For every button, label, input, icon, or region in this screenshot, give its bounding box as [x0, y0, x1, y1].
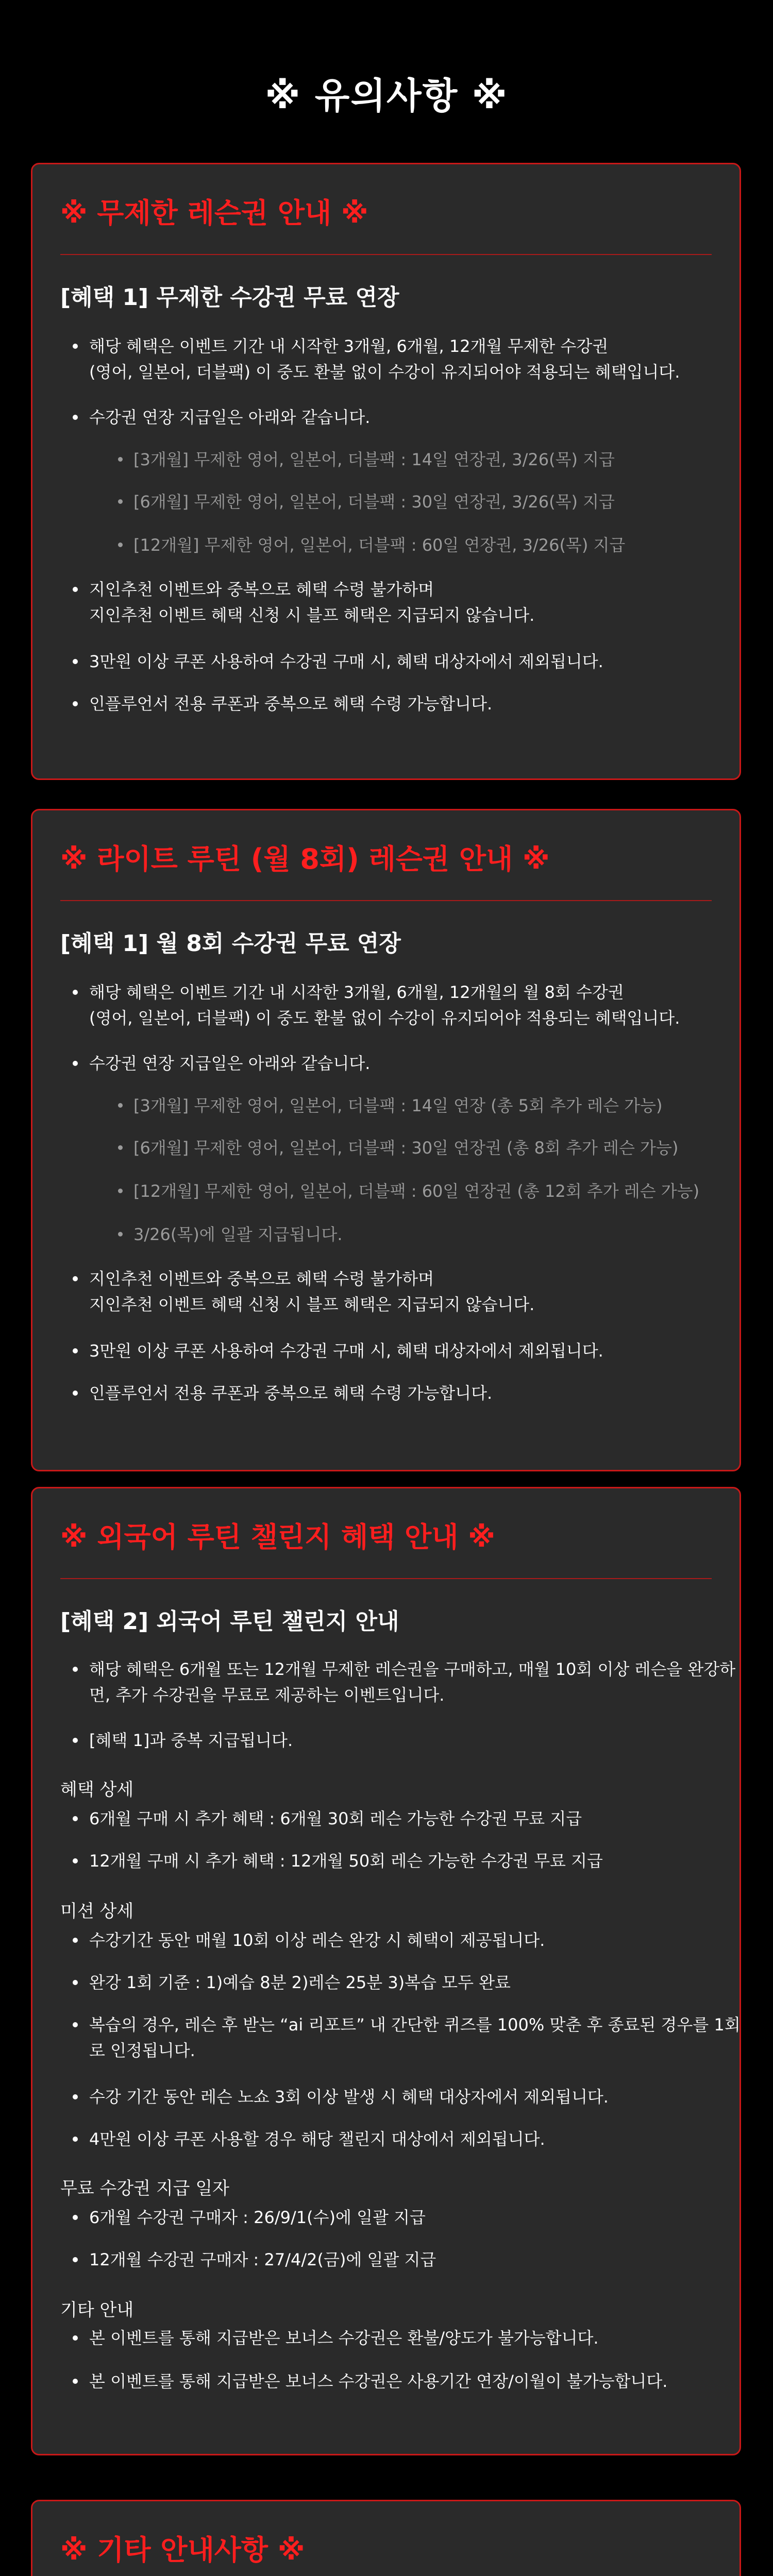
list-item: 수강기간 동안 매월 10회 이상 레슨 완강 시 혜택이 제공됩니다.	[89, 1927, 545, 1953]
list-item: 본 이벤트를 통해 지급받은 보너스 수강권은 사용기간 연장/이월이 불가능합니다.	[89, 2368, 667, 2394]
list-item: 해당 혜택은 이벤트 기간 내 시작한 3개월, 6개월, 12개월의 월 8회 수강권 (영어, 일본어, 더블팩) 이 중도 환불 없이 수강이 유지되어야 적용되는 혜택입니다.	[89, 979, 680, 1031]
list-item: 수강권 연장 지급일은 아래와 같습니다.	[89, 1050, 370, 1076]
section-title: ※ 외국어 루틴 챌린지 혜택 안내 ※	[60, 1521, 495, 1553]
group-label: 기타 안내	[60, 2300, 134, 2320]
benefit-subtitle: [혜택 1] 월 8회 수강권 무료 연장	[60, 930, 401, 957]
list-item: [혜택 1]과 중복 지급됩니다.	[89, 1727, 293, 1753]
sub-list-item: [6개월] 무제한 영어, 일본어, 더블팩 : 30일 연장권, 3/26(목) 지급	[133, 489, 615, 515]
section-light-routine	[31, 809, 741, 1471]
list-item: 본 이벤트를 통해 지급받은 보너스 수강권은 환불/양도가 불가능합니다.	[89, 2325, 599, 2351]
section-title: ※ 라이트 루틴 (월 8회) 레슨권 안내 ※	[60, 843, 550, 875]
benefit-subtitle: [혜택 2] 외국어 루틴 챌린지 안내	[60, 1608, 399, 1635]
list-item: 6개월 수강권 구매자 : 26/9/1(수)에 일괄 지급	[89, 2205, 426, 2230]
list-item: 12개월 수강권 구매자 : 27/4/2(금)에 일괄 지급	[89, 2247, 436, 2273]
list-item: 해당 혜택은 6개월 또는 12개월 무제한 레슨권을 구매하고, 매월 10회 이상 레슨을 완강하 면, 추가 수강권을 무료로 제공하는 이벤트입니다.	[89, 1656, 735, 1708]
list-item: 지인추천 이벤트와 중복으로 혜택 수령 불가하며 지인추천 이벤트 혜택 신청 시 블프 혜택은 지급되지 않습니다.	[89, 1266, 534, 1317]
sub-list-item: [12개월] 무제한 영어, 일본어, 더블팩 : 60일 연장권 (총 12회 추가 레슨 가능)	[133, 1178, 699, 1204]
list-item: 3만원 이상 쿠폰 사용하여 수강권 구매 시, 혜택 대상자에서 제외됩니다.	[89, 1338, 603, 1364]
sub-list-item: [3개월] 무제한 영어, 일본어, 더블팩 : 14일 연장 (총 5회 추가 레슨 가능)	[133, 1093, 662, 1118]
sub-list-item: [12개월] 무제한 영어, 일본어, 더블팩 : 60일 연장권, 3/26(목) 지급	[133, 532, 625, 558]
sub-list-item: 3/26(목)에 일괄 지급됩니다.	[133, 1222, 343, 1247]
list-item: 인플루언서 전용 쿠폰과 중복으로 혜택 수령 가능합니다.	[89, 1380, 492, 1406]
group-label: 미션 상세	[60, 1901, 134, 1922]
section-unlimited-lesson	[31, 163, 741, 780]
sub-list-item: [6개월] 무제한 영어, 일본어, 더블팩 : 30일 연장권 (총 8회 추가 레슨 가능)	[133, 1135, 678, 1161]
list-item: 수강권 연장 지급일은 아래와 같습니다.	[89, 404, 370, 430]
list-item: 4만원 이상 쿠폰 사용할 경우 해당 챌린지 대상에서 제외됩니다.	[89, 2126, 545, 2152]
section-title: ※ 기타 안내사항 ※	[60, 2534, 305, 2566]
section-title: ※ 무제한 레슨권 안내 ※	[60, 197, 368, 229]
list-item: 지인추천 이벤트와 중복으로 혜택 수령 불가하며 지인추천 이벤트 혜택 신청 시 블프 혜택은 지급되지 않습니다.	[89, 577, 534, 628]
section-divider	[60, 254, 712, 255]
list-item: 해당 혜택은 이벤트 기간 내 시작한 3개월, 6개월, 12개월 무제한 수강권 (영어, 일본어, 더블팩) 이 중도 환불 없이 수강이 유지되어야 적용되는 혜택입니다.	[89, 333, 680, 385]
group-label: 무료 수강권 지급 일자	[60, 2178, 230, 2199]
list-item: 6개월 구매 시 추가 혜택 : 6개월 30회 레슨 가능한 수강권 무료 지급	[89, 1806, 582, 1832]
benefit-subtitle: [혜택 1] 무제한 수강권 무료 연장	[60, 284, 399, 311]
sub-list-item: [3개월] 무제한 영어, 일본어, 더블팩 : 14일 연장권, 3/26(목) 지급	[133, 447, 615, 472]
list-item: 수강 기간 동안 레슨 노쇼 3회 이상 발생 시 혜택 대상자에서 제외됩니다.	[89, 2084, 609, 2110]
section-divider	[60, 900, 712, 901]
page-title: ※ 유의사항 ※	[265, 75, 508, 117]
group-label: 혜택 상세	[60, 1780, 134, 1800]
section-divider	[60, 1578, 712, 1579]
section-routine-challenge	[31, 1487, 741, 2455]
list-item: 복습의 경우, 레슨 후 받는 “ai 리포트” 내 간단한 퀴즈를 100% 맞춘 후 종료된 경우를 1회 로 인정됩니다.	[89, 2012, 741, 2063]
list-item: 12개월 구매 시 추가 혜택 : 12개월 50회 레슨 가능한 수강권 무료 지급	[89, 1848, 603, 1874]
section-other-notes	[31, 2500, 741, 2576]
list-item: 인플루언서 전용 쿠폰과 중복으로 혜택 수령 가능합니다.	[89, 691, 492, 717]
list-item: 3만원 이상 쿠폰 사용하여 수강권 구매 시, 혜택 대상자에서 제외됩니다.	[89, 649, 603, 674]
list-item: 완강 1회 기준 : 1)예습 8분 2)레슨 25분 3)복습 모두 완료	[89, 1970, 511, 1995]
